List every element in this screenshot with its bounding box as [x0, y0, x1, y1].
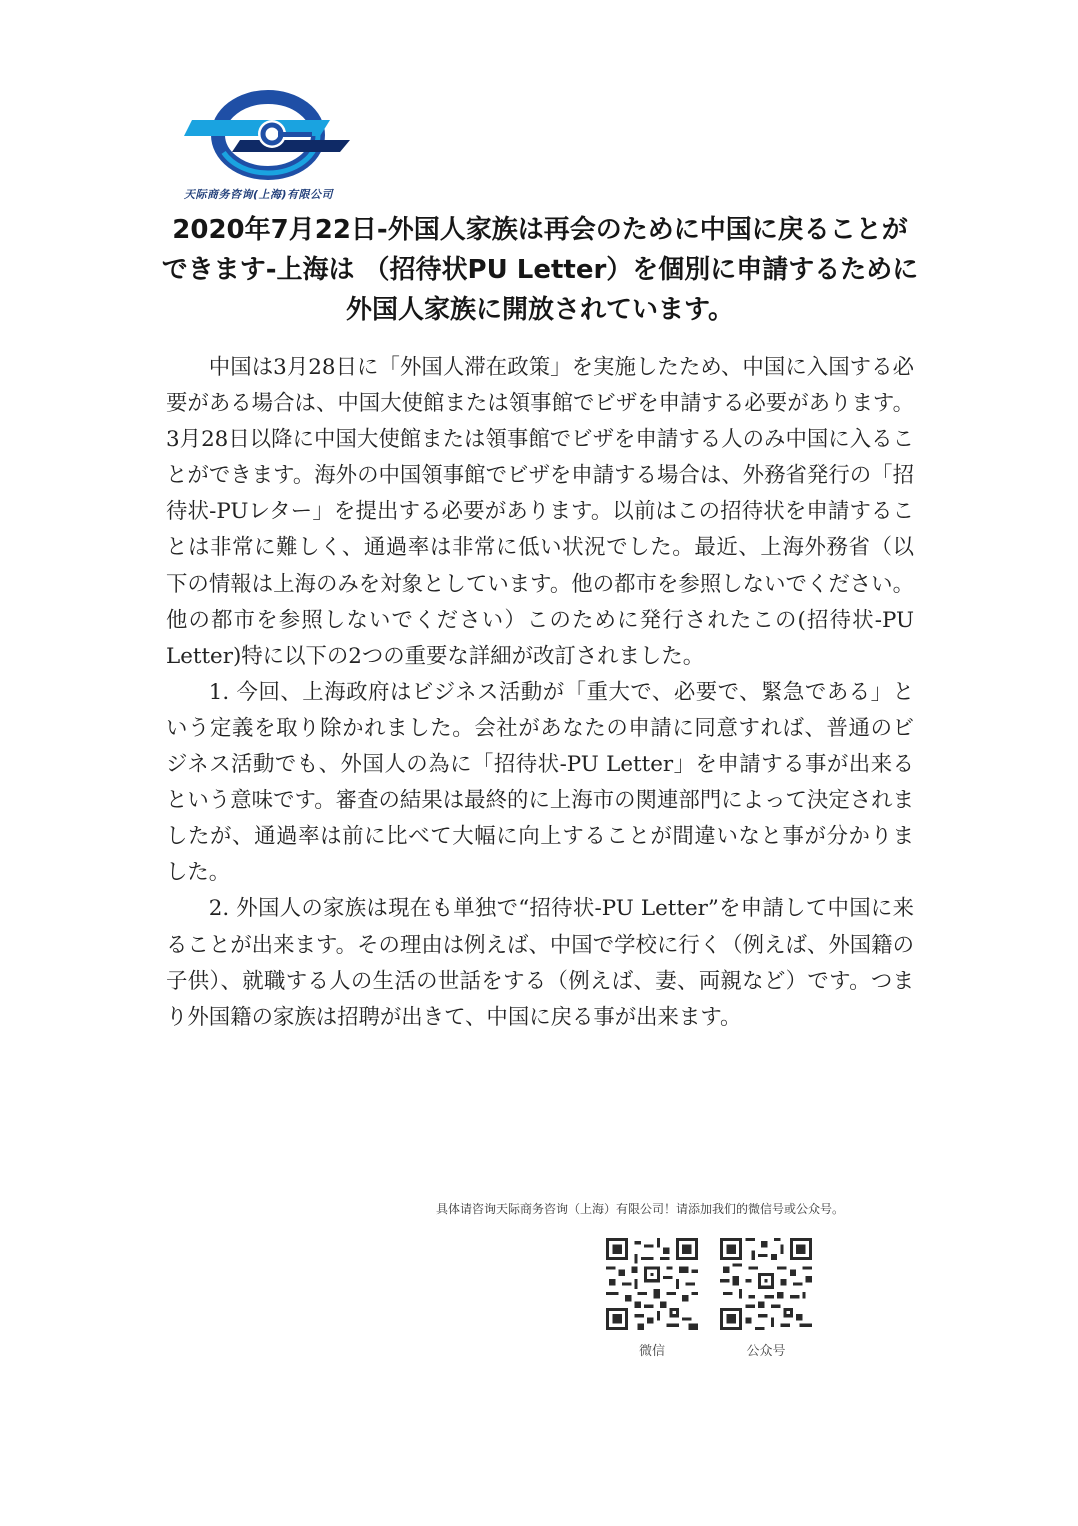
public-account-qr-code-icon — [720, 1238, 812, 1330]
logo-mark-icon — [180, 90, 380, 190]
document-body — [166, 350, 914, 1036]
company-name-logo-text: 天际商务咨询(上海)有限公司 — [184, 188, 334, 201]
intro-paragraph: 中国は3月28日に「外国人滞在政策」を実施したため、中国に入国する必要がある場合は、中国大使館または領事館でビザを申請する必要があります。3月28日以降に中国大使館または領事館でビザを申請する人のみ中国に入ることができます。海外の中国領事館でビザを申請する場合は、外務省発行の「招待状-PUレター」を提出する必要があります。以前はこの招待状を申請することは非常に難しく、通過率は非常に低い状況でした。最近、上海外務省（以下の情報は上海のみを対象としています。他の都市を参照しないでください。他の都市を参照しないでください）このために発行されたこの(招待状-PU Letter)特に以下の2つの重要な詳細が改訂されました。 — [166, 355, 914, 669]
point-2-paragraph: 2. 外国人の家族は現在も単独で“招待状-PU Letter”を申請して中国に来ることが出来ます。その理由は例えば、中国で学校に行く（例えば、外国籍の子供）、就職する人の生活の世話をする（例えば、妻、両親など）です。つまり外国籍の家族は招聘が出きて、中国に戻る事が出来ます。 — [166, 896, 914, 1030]
wechat-qr-label: 微信 — [638, 1344, 665, 1359]
company-logo — [180, 90, 380, 210]
public-account-qr-label: 公众号 — [746, 1344, 786, 1359]
contact-text: 具体请咨询天际商务咨询（上海）有限公司！请添加我们的微信号或公众号。 — [436, 1202, 845, 1216]
wechat-qr-code-icon — [606, 1238, 698, 1330]
document-title: 2020年7月22日-外国人家族は再会のために中国に戻ることができます-上海は （招待状PU Letter）を個別に申請するために外国人家族に開放されています。 — [161, 215, 919, 325]
point-1-paragraph: 1. 今回、上海政府はビジネス活動が「重大で、必要で、緊急である」という定義を取り除かれました。会社があなたの申請に同意すれば、普通のビジネス活動でも、外国人の為に「招待状-PU Letter」を申請する事が出来るという意味です。審査の結果は最終的に上海市の関連部門によって決定されましたが、通過率は前に比べて大幅に向上することが間違いなと事が分かりました。 — [166, 679, 914, 886]
